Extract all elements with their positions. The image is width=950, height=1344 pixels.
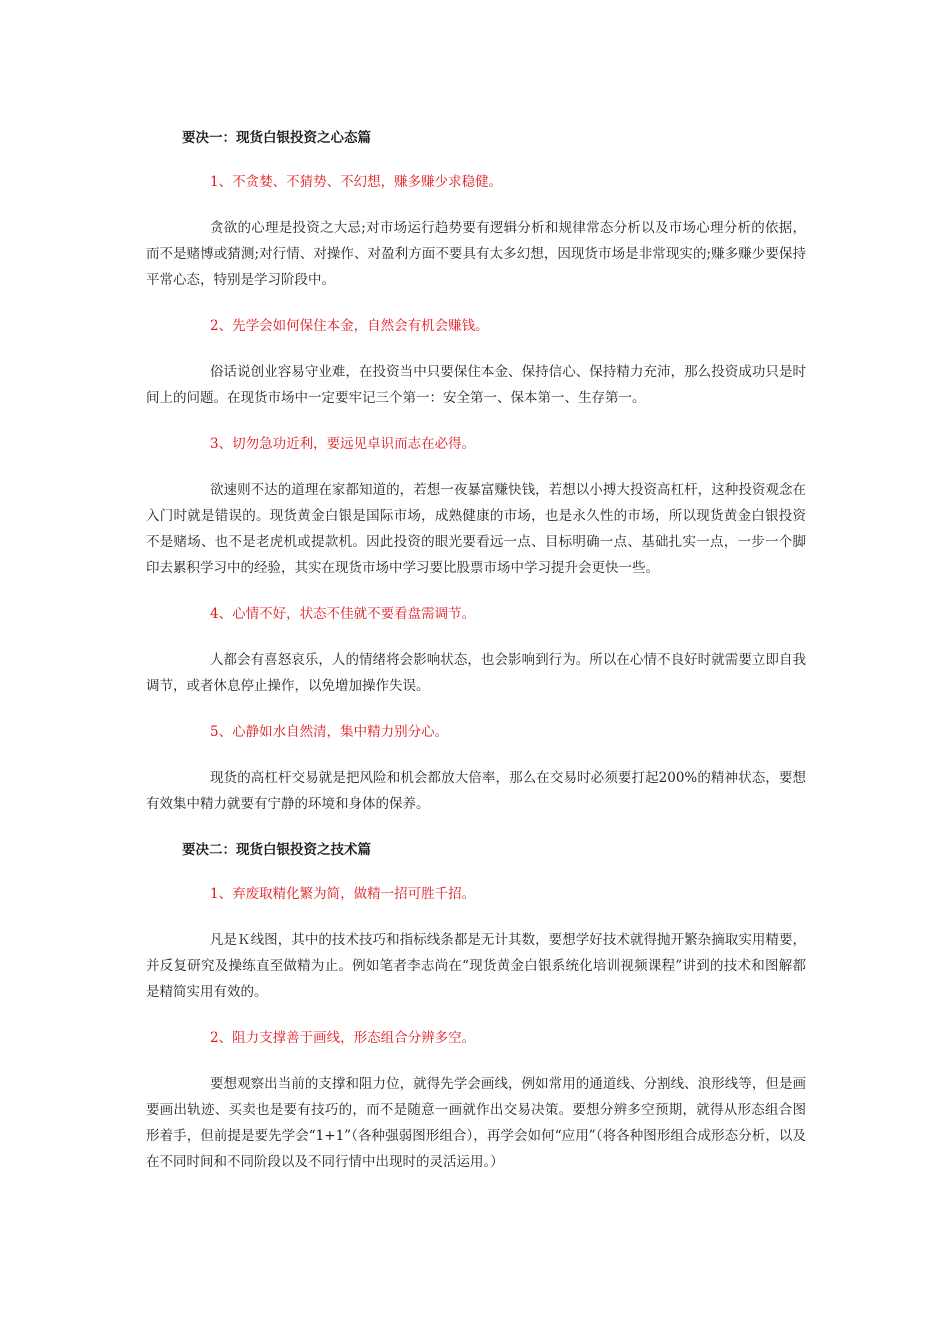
point-heading: 2、阻力支撑善于画线，形态组合分辨多空。 <box>210 1030 476 1046</box>
section-title: 要决二：现货白银投资之技术篇 <box>182 842 371 858</box>
point-heading: 4、心情不好，状态不佳就不要看盘需调节。 <box>210 606 476 622</box>
point-heading: 1、弃废取精化繁为简，做精一招可胜千招。 <box>210 886 476 902</box>
point-paragraph: 欲速则不达的道理在家都知道的，若想一夜暴富赚快钱，若想以小搏大投资高杠杆，这种投资观念在入门时就是错误的。现货黄金白银是国际市场，成熟健康的市场，也是永久性的市场，所以现货黄金白银投资不是赌场、也不是老虎机或提款机。因此投资的眼光要看远一点、目标明确一点、基础扎实一点，一步一个脚印去累积学习中的经验，其实在现货市场中学习要比股票市场中学习提升会更快一些。 <box>146 482 806 576</box>
point-heading: 5、心静如水自然清，集中精力别分心。 <box>210 724 449 740</box>
point-heading: 3、切勿急功近利，要远见卓识而志在必得。 <box>210 436 476 452</box>
document-content <box>146 127 806 1197</box>
section-mindset <box>146 127 806 817</box>
point-paragraph: 俗话说创业容易守业难，在投资当中只要保住本金、保持信心、保持精力充沛，那么投资成功只是时间上的问题。在现货市场中一定要牢记三个第一：安全第一、保本第一、生存第一。 <box>146 364 806 406</box>
section-technique <box>146 839 806 1175</box>
section-title: 要决一：现货白银投资之心态篇 <box>182 130 371 146</box>
point-paragraph: 贪欲的心理是投资之大忌;对市场运行趋势要有逻辑分析和规律常态分析以及市场心理分析的依据，而不是赌博或猜测;对行情、对操作、对盈利方面不要具有太多幻想，因现货市场是非常现实的;赚多赚少要保持平常心态，特别是学习阶段中。 <box>146 220 806 288</box>
point-paragraph: 人都会有喜怒哀乐，人的情绪将会影响状态，也会影响到行为。所以在心情不良好时就需要立即自我调节，或者休息停止操作，以免增加操作失误。 <box>146 652 806 694</box>
point-paragraph: 要想观察出当前的支撑和阻力位，就得先学会画线，例如常用的通道线、分割线、浪形线等，但是画要画出轨迹、买卖也是要有技巧的，而不是随意一画就作出交易决策。要想分辨多空预期，就得从形态组合图形着手，但前提是要先学会“1+1”（各种强弱图形组合），再学会如何“应用”（将各种图形组合成形态分析，以及在不同时间和不同阶段以及不同行情中出现时的灵活运用。） <box>146 1076 806 1170</box>
point-paragraph: 现货的高杠杆交易就是把风险和机会都放大倍率，那么在交易时必须要打起200%的精神状态，要想有效集中精力就要有宁静的环境和身体的保养。 <box>146 770 806 812</box>
point-heading: 2、先学会如何保住本金，自然会有机会赚钱。 <box>210 318 489 334</box>
point-heading: 1、不贪婪、不猜势、不幻想，赚多赚少求稳健。 <box>210 174 503 190</box>
point-paragraph: 凡是Ｋ线图，其中的技术技巧和指标线条都是无计其数，要想学好技术就得抛开繁杂摘取实用精要，并反复研究及操练直至做精为止。例如笔者李志尚在“现货黄金白银系统化培训视频课程”讲到的技术和图解都是精简实用有效的。 <box>146 932 806 1000</box>
